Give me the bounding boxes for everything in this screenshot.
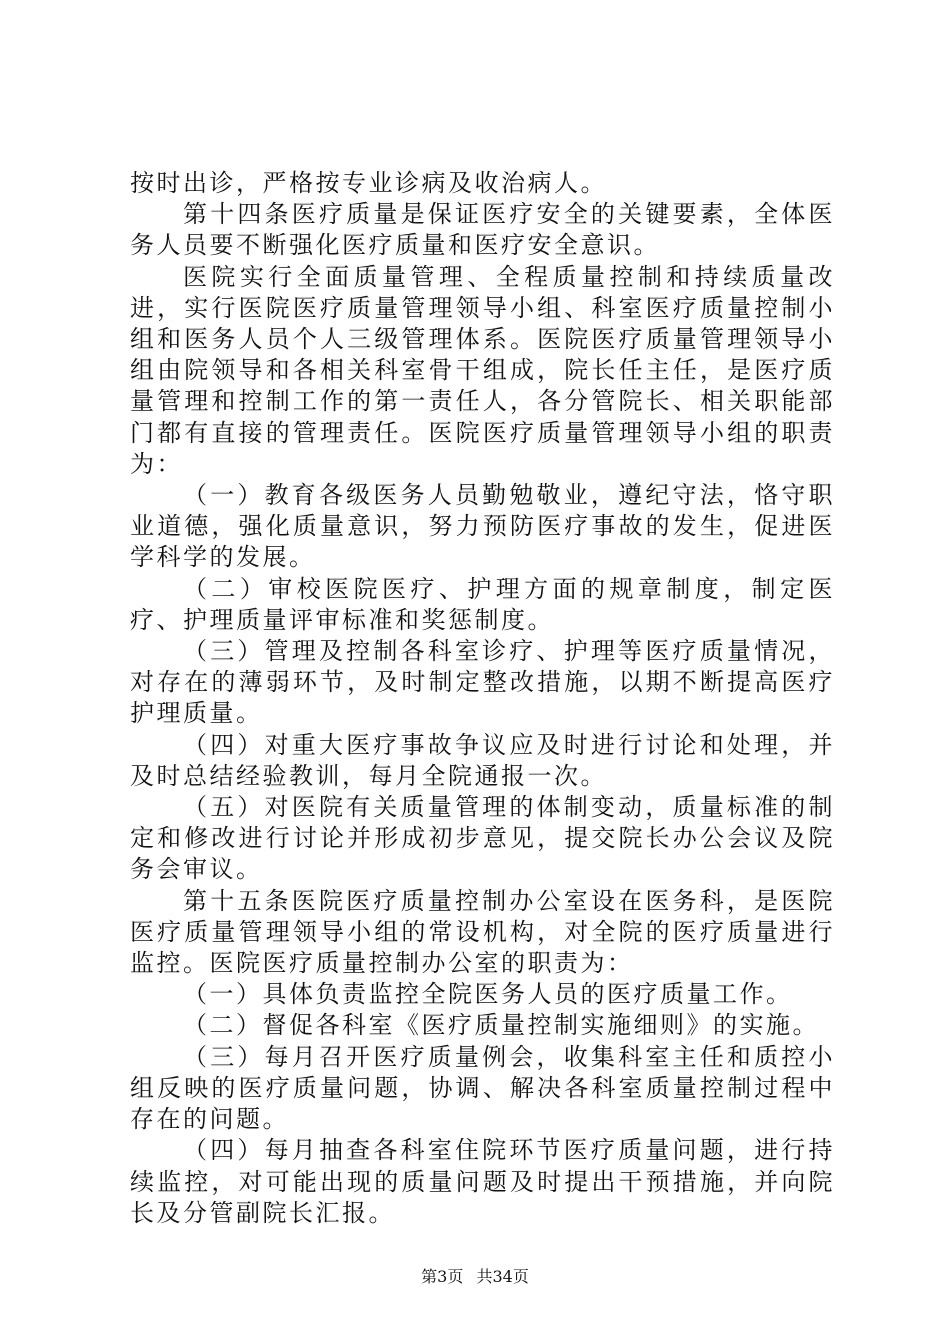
paragraph-quality-management-system: 医院实行全面质量管理、全程质量控制和持续质量改进，实行医院医疗质量管理领导小组、科室医疗质量控制小组和医务人员个人三级管理体系。医院医疗质量管理领导小组由院领导和各相关科室骨干组成，院长任主任，是医疗质量管理和控制工作的第一责任人，各分管院长、相关职能部门都有直接的管理责任。医院医疗质量管理领导小组的职责为： — [130, 262, 835, 478]
paragraph-continuation: 按时出诊，严格按专业诊病及收治病人。 — [130, 169, 607, 197]
paragraph-article-14: 第十四条医疗质量是保证医疗安全的关键要素，全体医务人员要不断强化医疗质量和医疗安全意识。 — [130, 200, 835, 260]
paragraph-office-duty-3: （三）每月召开医疗质量例会，收集科室主任和质控小组反映的医疗质量问题，协调、解决各科室质量控制过程中存在的问题。 — [130, 1042, 835, 1134]
page-footer — [0, 1264, 950, 1287]
paragraph-office-duty-1: （一）具体负责监控全院医务人员的医疗质量工作。 — [183, 980, 793, 1009]
document-body — [130, 168, 835, 1229]
paragraph-duty-2: （二）审校医院医疗、护理方面的规章制度，制定医疗、护理质量评审标准和奖惩制度。 — [130, 574, 835, 634]
paragraph-article-15: 第十五条医院医疗质量控制办公室设在医务科，是医院医疗质量管理领导小组的常设机构，对全院的医疗质量进行监控。医院医疗质量控制办公室的职责为： — [130, 886, 835, 978]
paragraph-duty-1: （一）教育各级医务人员勤勉敬业，遵纪守法，恪守职业道德，强化质量意识，努力预防医疗事故的发生，促进医学科学的发展。 — [130, 481, 835, 572]
paragraph-duty-5: （五）对医院有关质量管理的体制变动，质量标准的制定和修改进行讨论并形成初步意见，提交院长办公会议及院务会审议。 — [130, 793, 835, 884]
paragraph-office-duty-4: （四）每月抽查各科室住院环节医疗质量问题，进行持续监控，对可能出现的质量问题及时提出干预措施，并向院长及分管副院长汇报。 — [130, 1136, 835, 1227]
paragraph-duty-4: （四）对重大医疗事故争议应及时进行讨论和处理，并及时总结经验教训，每月全院通报一次。 — [130, 730, 835, 790]
total-pages: 共34页 — [476, 1267, 529, 1286]
paragraph-duty-3: （三）管理及控制各科室诊疗、护理等医疗质量情况，对存在的薄弱环节，及时制定整改措施，以期不断提高医疗护理质量。 — [130, 637, 835, 728]
paragraph-office-duty-2: （二）督促各科室《医疗质量控制实施细则》的实施。 — [183, 1011, 819, 1040]
page-number: 第3页 — [421, 1267, 464, 1286]
